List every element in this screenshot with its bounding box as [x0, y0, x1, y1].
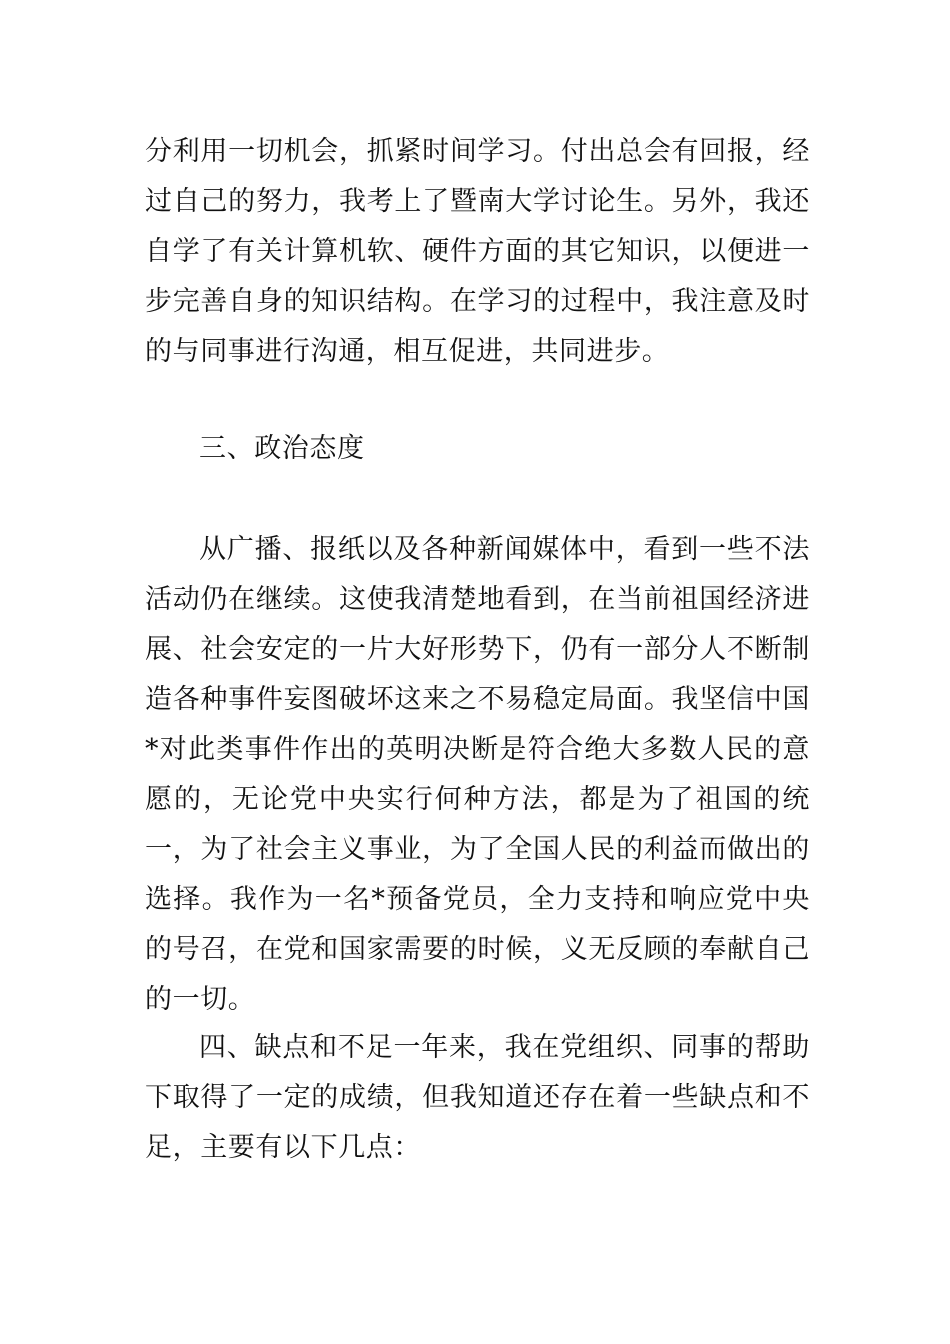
paragraph-shortcomings: 四、缺点和不足一年来，我在党组织、同事的帮助下取得了一定的成绩，但我知道还存在着一些缺点和不足，主要有以下几点： [145, 1032, 810, 1163]
paragraph-political-attitude: 从广播、报纸以及各种新闻媒体中，看到一些不法活动仍在继续。这使我清楚地看到，在当前祖国经济进展、社会安定的一片大好形势下，仍有一部分人不断制造各种事件妄图破坏这来之不易稳定局面。我坚信中国*对此类事件作出的英明决断是符合绝大多数人民的意愿的，无论党中央实行何种方法，都是为了祖国的统一，为了社会主义事业，为了全国人民的利益而做出的选择。我作为一名*预备党员，全力支持和响应党中央的号召，在党和国家需要的时候，义无反顾的奉献自己的一切。 [145, 534, 810, 1015]
paragraph-study-continuation: 分利用一切机会，抓紧时间学习。付出总会有回报，经过自己的努力，我考上了暨南大学讨论生。另外，我还自学了有关计算机软、硬件方面的其它知识，以便进一步完善自身的知识结构。在学习的过程中，我注意及时的与同事进行沟通，相互促进，共同进步。 [145, 136, 810, 367]
section-heading-political-attitude: 三、政治态度 [199, 433, 365, 464]
